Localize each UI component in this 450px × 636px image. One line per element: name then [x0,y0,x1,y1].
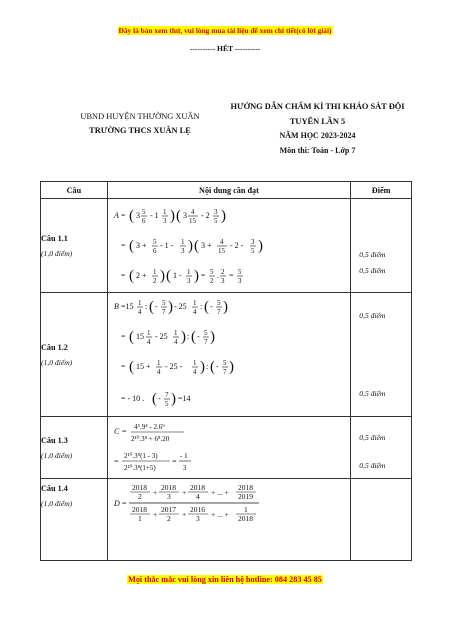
svg-text:2018: 2018 [237,483,253,492]
question-cell [41,199,108,293]
svg-text:=: = [120,362,126,371]
question-points: (1,0 điểm) [41,499,73,508]
question-label: Câu 1.3 [41,435,68,445]
svg-text:): ) [167,299,173,315]
svg-text:5: 5 [152,238,157,246]
svg-text:): ) [170,391,176,407]
svg-text:3: 3 [237,277,242,285]
svg-text:.: . [216,271,219,280]
eq-line-2 [114,452,191,472]
table-row [41,417,412,479]
svg-text:=: = [120,271,126,280]
svg-text:2: 2 [166,514,171,523]
svg-text:- 1: - 1 [179,452,188,460]
eq-line-4 [121,391,191,408]
svg-text:- 25 -: - 25 - [164,362,183,371]
svg-text:3: 3 [162,217,167,225]
svg-text:6: 6 [152,247,157,255]
school-header [60,110,220,138]
svg-text:4: 4 [137,308,142,316]
svg-text:7: 7 [203,338,208,346]
score-value: 0,5 điểm [359,311,386,320]
eq-line-2 [121,238,263,255]
svg-text:(: ( [151,391,157,407]
table-row [41,479,412,561]
svg-text:5: 5 [213,217,218,225]
svg-text:4: 4 [156,368,161,376]
svg-text:): ) [257,238,263,254]
svg-text:5: 5 [237,268,242,276]
svg-text:4: 4 [146,338,151,346]
svg-text:1: 1 [243,505,248,514]
svg-text:1: 1 [146,329,151,337]
equation-block-1-3 [108,417,352,479]
svg-text:-: - [215,362,219,371]
svg-text:7: 7 [222,368,227,376]
answer-cell [107,417,351,479]
question-cell [41,479,108,561]
table-header-row [41,182,412,199]
eq-line-2 [121,329,215,346]
svg-text:5: 5 [222,359,227,367]
score-cell [351,479,412,561]
svg-text:=: = [228,271,234,280]
svg-text:2016: 2016 [189,505,205,514]
svg-text:2018: 2018 [189,483,205,492]
question-points: (1,0 điểm) [41,357,73,367]
svg-text:=: = [113,457,119,466]
exam-title-line1: HƯỚNG DẪN CHẤM KÌ THI KHẢO SÁT ĐỘI [230,102,405,111]
score-value: 0,5 điểm [359,433,386,442]
svg-text:): ) [222,299,228,315]
district-name: UBND HUYỆN THƯỜNG XUÂN [80,112,200,121]
score-value: 0,5 điểm [359,389,386,398]
svg-text:5: 5 [209,268,214,276]
svg-text:3: 3 [195,514,200,523]
svg-text:): ) [209,329,215,345]
svg-text:6: 6 [141,217,146,225]
svg-text:-: - [196,332,200,341]
svg-text:- 25: - 25 [173,302,187,311]
svg-text:1: 1 [152,268,157,276]
table-row [41,293,412,417]
svg-text:4: 4 [173,338,178,346]
svg-text:1: 1 [186,268,191,276]
svg-text:+: + [152,510,157,519]
svg-text:- 2: - 2 [200,211,210,220]
svg-text:+: + [152,488,157,497]
svg-text:2018: 2018 [160,483,176,492]
preview-notice [0,26,450,35]
svg-text:3: 3 [182,464,187,472]
col-content-header: Nội dung cần đạt [107,182,351,199]
svg-text:): ) [187,238,193,254]
svg-text:(: ( [193,238,199,254]
svg-text:-: - [209,302,213,311]
subject: Môn thi: Toán - Lớp 7 [279,145,356,155]
svg-text:3: 3 [186,277,191,285]
svg-text:4: 4 [219,238,224,246]
svg-text:3: 3 [220,277,225,285]
question-label: Câu 1.1 [41,233,68,243]
svg-text:(: ( [128,238,134,254]
question-label: Câu 1.4 [41,484,68,493]
svg-text:5: 5 [203,329,208,337]
svg-text::: : [205,362,208,371]
svg-text:2: 2 [137,492,142,501]
svg-text:1: 1 [173,329,178,337]
svg-text:7: 7 [161,308,166,316]
question-cell [41,417,108,479]
svg-text:): ) [169,208,175,224]
svg-text:C: C [113,427,120,436]
svg-text:2: 2 [209,277,214,285]
svg-text:): ) [180,329,186,345]
score-cell [351,417,412,479]
svg-text:=: = [120,211,126,220]
svg-text:): ) [220,208,226,224]
eq-line-1 [113,483,259,523]
svg-text:= - 10 .: = - 10 . [120,394,144,403]
question-points: (1,0 điểm) [41,248,73,258]
svg-text:3: 3 [135,211,140,220]
svg-text:3 +: 3 + [135,241,147,250]
end-marker: ---------- HẾT ---------- [189,44,261,53]
svg-text:1: 1 [180,238,185,246]
svg-text:2: 2 [220,268,225,276]
answer-cell [107,479,351,561]
hotline-notice-text: Mọi thắc mắc vui lòng xin liên hệ hotline: 084 283 45 85 [128,575,322,584]
score-cell [351,293,412,417]
svg-text:+: + [181,488,186,497]
svg-text:B: B [113,302,119,311]
svg-text:2 +: 2 + [135,271,147,280]
svg-text:4: 4 [192,308,197,316]
svg-text:4: 4 [192,368,197,376]
school-name: TRƯỜNG THCS XUÂN LẸ [89,126,191,135]
svg-text:=: = [121,499,127,508]
score-value: 0,5 điểm [359,250,386,259]
eq-line-3 [121,268,243,285]
svg-text:5: 5 [164,400,169,408]
svg-text:A: A [113,211,119,220]
svg-text:D: D [113,499,120,508]
question-label: Câu 1.2 [41,342,68,352]
svg-text:4: 4 [195,492,200,501]
svg-text:1: 1 [192,359,197,367]
exam-header [215,100,420,158]
svg-text:2018: 2018 [131,483,147,492]
exam-title-line2: TUYỂN LẦN 5 [289,116,346,126]
equation-block-1-1 [108,199,352,293]
svg-text:15 +: 15 + [135,362,151,371]
question-cell [41,293,108,417]
svg-text:- 1: - 1 [149,211,159,220]
svg-text:2017: 2017 [160,505,176,514]
svg-text:- 1 -: - 1 - [159,241,174,250]
svg-text:3: 3 [182,211,187,220]
svg-text:(: ( [190,329,196,345]
equation-block-1-4 [108,479,352,561]
eq-line-1 [114,299,228,316]
svg-text:1: 1 [162,208,167,216]
svg-text:7: 7 [216,308,221,316]
svg-text:+: + [181,510,186,519]
svg-text:2¹⁰.3⁸(1 - 3): 2¹⁰.3⁸(1 - 3) [123,452,158,460]
svg-text:5: 5 [161,299,166,307]
svg-text:5: 5 [141,208,146,216]
svg-text:=14: =14 [177,394,191,403]
svg-text:1: 1 [192,299,197,307]
svg-text:2018: 2018 [237,514,253,523]
svg-text::: : [199,302,202,311]
svg-text:3: 3 [213,208,218,216]
svg-text:=: = [120,332,126,341]
hotline-notice [0,575,450,584]
school-year: NĂM HỌC 2023-2024 [279,131,356,140]
svg-text:): ) [193,268,199,284]
svg-text:+ ... +: + ... + [210,488,229,497]
svg-text:(: ( [203,299,209,315]
svg-text:- 2 -: - 2 - [229,241,244,250]
col-score-header: Điểm [351,182,412,199]
score-value: 0,5 điểm [359,461,386,470]
svg-text:3: 3 [166,492,171,501]
answer-cell [107,199,351,293]
svg-text:+ ... +: + ... + [210,510,229,519]
svg-text:(: ( [128,329,134,345]
question-points: (1,0 điểm) [41,450,73,460]
score-value: 0,5 điểm [359,266,386,275]
svg-text:4: 4 [190,208,195,216]
table-row [41,199,412,293]
svg-text:1: 1 [137,299,142,307]
svg-text:(: ( [165,268,171,284]
svg-text:(: ( [209,359,215,375]
svg-text:(: ( [175,208,181,224]
svg-text:=15: =15 [120,302,134,311]
svg-text:3 +: 3 + [200,241,212,250]
svg-text:15: 15 [217,247,225,255]
score-cell [351,199,412,293]
svg-text:): ) [228,359,234,375]
eq-line-1 [114,423,184,443]
svg-text:4⁵.9⁴ - 2.6⁹: 4⁵.9⁴ - 2.6⁹ [133,423,165,431]
svg-text::: : [186,332,189,341]
svg-text:5: 5 [250,247,255,255]
svg-text:2019: 2019 [237,492,253,501]
grading-table [40,181,412,561]
svg-text:1 -: 1 - [172,271,182,280]
svg-text:2018: 2018 [131,505,147,514]
svg-text::: : [144,302,147,311]
svg-text:2: 2 [152,277,157,285]
svg-text:=: = [200,271,206,280]
svg-text:(: ( [128,359,134,375]
eq-line-1 [113,208,226,225]
svg-text:3: 3 [250,238,255,246]
svg-text:=: = [121,427,127,436]
svg-text:2¹⁰.3⁸ + 6⁸.20: 2¹⁰.3⁸ + 6⁸.20 [130,435,169,443]
svg-text:(: ( [148,299,154,315]
preview-notice-text: Đây là bản xem thử, vui lòng mua tài liệu để xem chi tiết(có lời giải) [118,26,332,35]
col-question-header: Câu [41,182,108,199]
svg-text:1: 1 [137,514,142,523]
svg-text:=: = [171,457,177,466]
answer-cell [107,293,351,417]
svg-text:2¹⁰.3⁸(1+5): 2¹⁰.3⁸(1+5) [123,464,156,472]
svg-text:- 25: - 25 [154,332,168,341]
equation-block-1-2 [108,293,352,417]
svg-text:1: 1 [156,359,161,367]
svg-text:7: 7 [164,391,169,399]
svg-text:(: ( [128,208,134,224]
svg-text:3: 3 [180,247,185,255]
svg-text:15: 15 [135,332,144,341]
svg-text:-: - [154,302,158,311]
svg-text:=: = [120,241,126,250]
svg-text:-: - [157,394,161,403]
eq-line-3 [121,359,234,376]
svg-text:(: ( [128,268,134,284]
svg-text:): ) [159,268,165,284]
svg-text:15: 15 [188,217,196,225]
svg-text:5: 5 [216,299,221,307]
svg-text:): ) [199,359,205,375]
